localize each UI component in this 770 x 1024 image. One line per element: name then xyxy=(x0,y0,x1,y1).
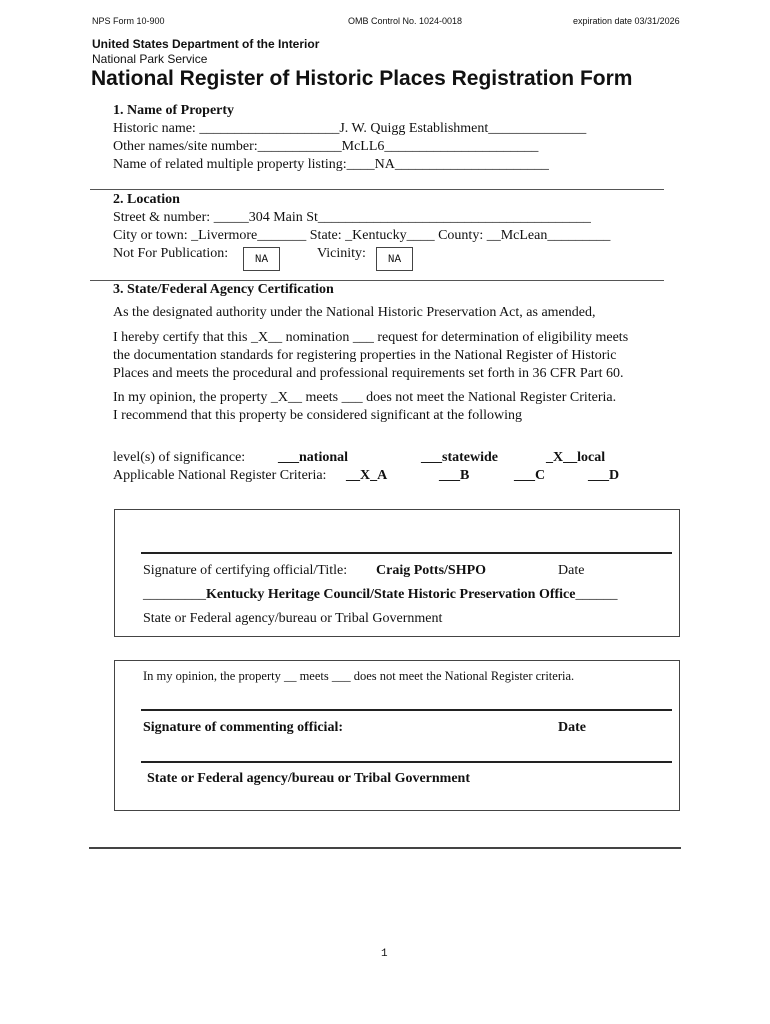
signature-line[interactable] xyxy=(141,709,672,711)
footer-divider xyxy=(89,847,681,849)
level-statewide[interactable]: ___statewide xyxy=(421,450,498,465)
not-for-publication-label: Not For Publication: xyxy=(113,246,229,261)
certify-line-2: the documentation standards for registering properties in the National Register of Historic xyxy=(113,348,617,363)
signature-line[interactable] xyxy=(141,552,672,554)
agency-underline-left: _________ xyxy=(143,587,206,602)
level-local[interactable] xyxy=(546,450,605,466)
level-national[interactable]: ___national xyxy=(278,450,349,465)
criteria-b[interactable]: ___B xyxy=(439,468,470,483)
city-state-county-row xyxy=(113,228,610,244)
street-label: Street & number: xyxy=(113,210,214,225)
criteria-c[interactable]: ___C xyxy=(514,468,546,483)
service-name: National Park Service xyxy=(92,52,208,66)
historic-name-row xyxy=(113,121,586,137)
county-label: County: xyxy=(434,228,487,243)
certifying-agency-name: Kentucky Heritage Council/State Historic Preservation Office xyxy=(206,587,576,602)
vicinity-field[interactable]: NA xyxy=(376,247,413,271)
vicinity-label: Vicinity: xyxy=(317,246,366,261)
street-field[interactable]: _____304 Main St_______________________________________ xyxy=(213,210,591,225)
department-name: United States Department of the Interior xyxy=(92,37,320,51)
historic-name-label: Historic name: xyxy=(113,121,200,136)
county-field[interactable]: __McLean_________ xyxy=(486,228,611,243)
section-divider xyxy=(90,280,664,281)
criteria-a[interactable] xyxy=(346,468,387,484)
not-for-publication-field[interactable]: NA xyxy=(243,247,280,271)
significance-levels-label: level(s) of significance: xyxy=(113,450,246,465)
certifying-official-name: Craig Potts/SHPO xyxy=(376,563,487,578)
street-row xyxy=(113,210,591,226)
criteria-a-label: A xyxy=(377,468,388,483)
section-2-heading: 2. Location xyxy=(113,192,180,207)
city-field[interactable]: _Livermore_______ xyxy=(191,228,307,243)
multiple-listing-field[interactable]: ____NA______________________ xyxy=(346,157,549,172)
state-field[interactable]: _Kentucky____ xyxy=(345,228,435,243)
certify-line-3: Places and meets the procedural and professional requirements set forth in 36 CFR Part 60. xyxy=(113,366,624,381)
commenting-agency-label: State or Federal agency/bureau or Tribal Government xyxy=(147,771,471,786)
opinion-line-1: In my opinion, the property _X__ meets ___ does not meet the National Register Criteria. xyxy=(113,390,617,405)
certifying-agency-label: State or Federal agency/bureau or Tribal Government xyxy=(143,611,443,626)
agency-line[interactable] xyxy=(141,761,672,763)
historic-name-field[interactable]: ____________________J. W. Quigg Establishment______________ xyxy=(199,121,587,136)
form-number: NPS Form 10-900 xyxy=(92,16,165,26)
agency-underline-right: ______ xyxy=(575,587,618,602)
commenting-opinion: In my opinion, the property __ meets ___ does not meet the National Register criteria. xyxy=(143,669,575,683)
commenting-date-label: Date xyxy=(558,720,586,735)
other-names-row xyxy=(113,139,538,155)
expiration-date: expiration date 03/31/2026 xyxy=(573,16,680,26)
section-1-heading: 1. Name of Property xyxy=(113,103,235,118)
section-3-heading: 3. State/Federal Agency Certification xyxy=(113,282,334,297)
form-title: National Register of Historic Places Registration Form xyxy=(91,67,633,90)
city-label: City or town: xyxy=(113,228,192,243)
certifying-date-label: Date xyxy=(558,563,585,578)
level-local-label: local xyxy=(577,450,606,465)
criteria-a-mark: __X_ xyxy=(346,468,378,483)
certifying-signature-row xyxy=(143,563,347,579)
certification-intro: As the designated authority under the National Historic Preservation Act, as amended, xyxy=(113,305,596,320)
certify-line-1: I hereby certify that this _X__ nomination ___ request for determination of eligibility meets xyxy=(113,330,629,345)
certifying-agency-row xyxy=(143,587,618,603)
opinion-line-2: I recommend that this property be considered significant at the following xyxy=(113,408,522,423)
multiple-listing-row xyxy=(113,157,549,173)
commenting-signature-label: Signature of commenting official: xyxy=(143,720,343,735)
state-label: State: xyxy=(306,228,346,243)
multiple-listing-label: Name of related multiple property listing: xyxy=(113,157,347,172)
other-names-label: Other names/site number: xyxy=(113,139,258,154)
criteria-label: Applicable National Register Criteria: xyxy=(113,468,327,483)
certifying-signature-label: Signature of certifying official/Title: xyxy=(143,563,348,578)
other-names-field[interactable]: ____________McLL6______________________ xyxy=(257,139,539,154)
omb-control-number: OMB Control No. 1024-0018 xyxy=(348,16,463,26)
criteria-d[interactable]: ___D xyxy=(588,468,620,483)
level-local-mark: _X__ xyxy=(546,450,578,465)
section-divider xyxy=(90,189,664,190)
page-number: 1 xyxy=(381,948,388,960)
